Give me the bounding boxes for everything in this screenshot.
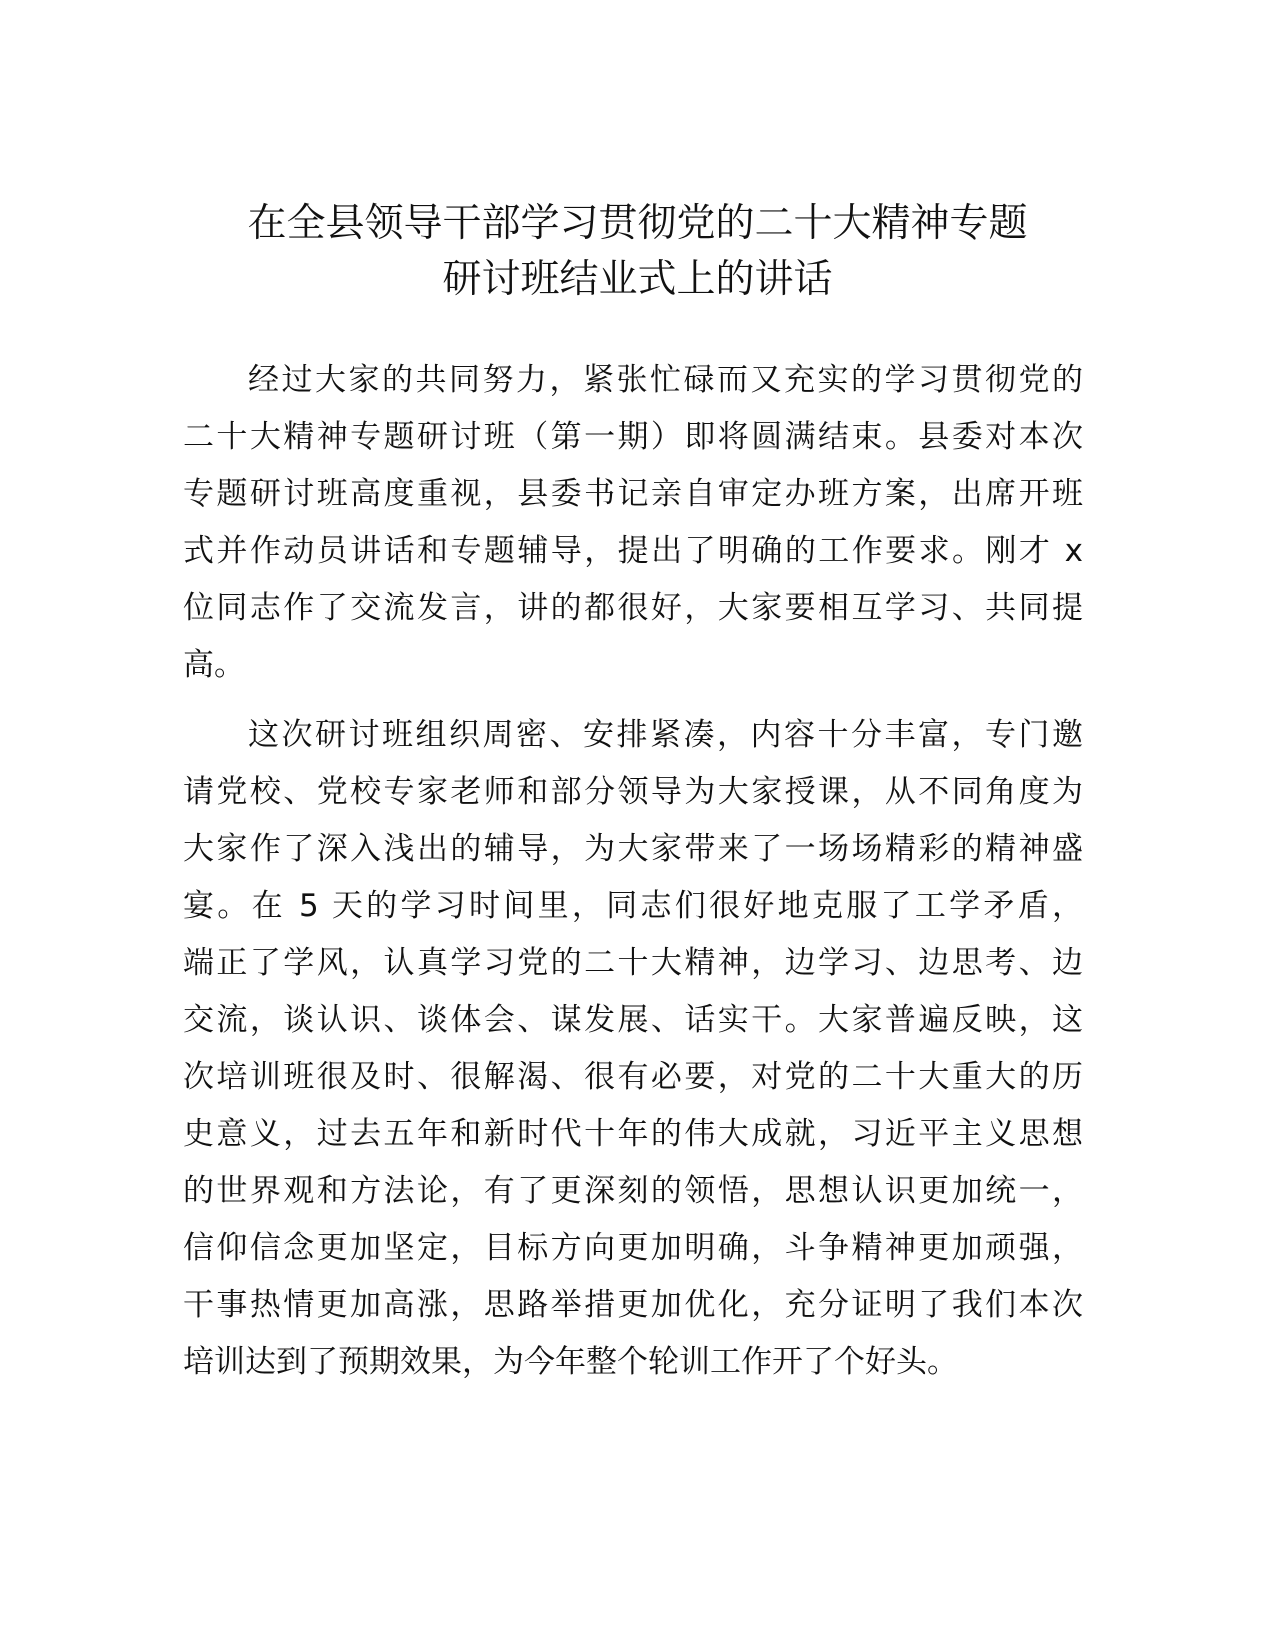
paragraph-line: 经过大家的共同努力，紧张忙碌而又充实的学习贯彻党的	[248, 362, 1083, 398]
paragraph-line: 交流，谈认识、谈体会、谋发展、话实干。大家普遍反映，这	[183, 1002, 1083, 1038]
document-title	[170, 196, 1105, 308]
title-line-1: 在全县领导干部学习贯彻党的二十大精神专题	[247, 201, 1028, 246]
paragraph-line: 培训达到了预期效果，为今年整个轮训工作开了个好头。	[183, 1344, 958, 1380]
paragraph-spacer	[183, 694, 1083, 707]
paragraph-line: 这次研讨班组织周密、安排紧凑，内容十分丰富，专门邀	[248, 717, 1083, 753]
paragraph-line: 位同志作了交流发言，讲的都很好，大家要相互学习、共同提	[183, 590, 1083, 626]
paragraph-1	[183, 352, 1083, 694]
paragraph-line: 信仰信念更加坚定，目标方向更加明确，斗争精神更加顽强，	[183, 1230, 1083, 1266]
paragraph-line: 专题研讨班高度重视，县委书记亲自审定办班方案，出席开班	[183, 476, 1083, 512]
paragraph-line: 的世界观和方法论，有了更深刻的领悟，思想认识更加统一，	[183, 1173, 1083, 1209]
paragraph-line: 次培训班很及时、很解渴、很有必要，对党的二十大重大的历	[183, 1059, 1083, 1095]
paragraph-line: 端正了学风，认真学习党的二十大精神，边学习、边思考、边	[183, 945, 1083, 981]
paragraph-line: 大家作了深入浅出的辅导，为大家带来了一场场精彩的精神盛	[183, 831, 1083, 867]
paragraph-line: 请党校、党校专家老师和部分领导为大家授课，从不同角度为	[183, 774, 1083, 810]
paragraph-line: 干事热情更加高涨，思路举措更加优化，充分证明了我们本次	[183, 1287, 1083, 1323]
document-body	[183, 352, 1083, 1391]
title-line-2: 研讨班结业式上的讲话	[442, 257, 833, 302]
paragraph-line: 式并作动员讲话和专题辅导，提出了明确的工作要求。刚才 x	[183, 533, 1083, 569]
paragraph-line: 史意义，过去五年和新时代十年的伟大成就，习近平主义思想	[183, 1116, 1083, 1152]
paragraph-2	[183, 707, 1083, 1391]
paragraph-line: 高。	[183, 647, 245, 683]
paragraph-line: 二十大精神专题研讨班（第一期）即将圆满结束。县委对本次	[183, 419, 1083, 455]
paragraph-line: 宴。在 5 天的学习时间里，同志们很好地克服了工学矛盾，	[183, 888, 1083, 924]
